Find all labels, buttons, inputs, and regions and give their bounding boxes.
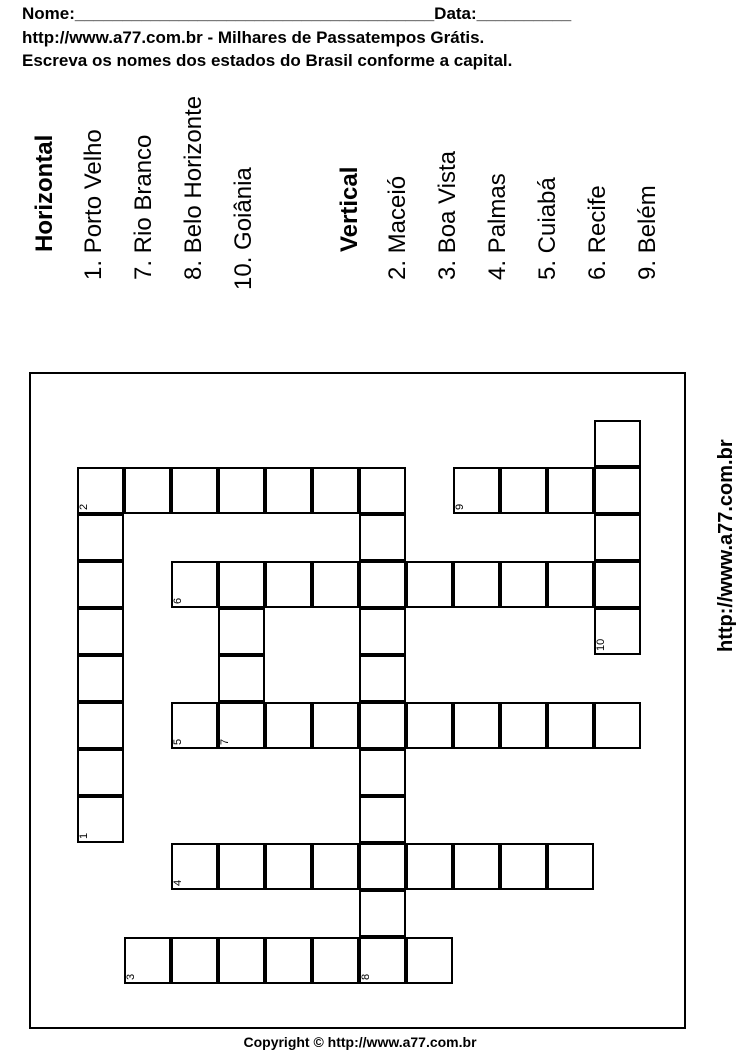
clue-horizontal-10: 10. Goiânia bbox=[230, 167, 257, 290]
site-tagline: http://www.a77.com.br - Milhares de Passatempos Grátis. bbox=[22, 28, 485, 47]
clue-number: 6 bbox=[172, 597, 184, 604]
crossword-cell[interactable] bbox=[218, 561, 265, 608]
crossword-cell[interactable] bbox=[218, 702, 265, 749]
name-date-line: Nome:______________________________________Data:__________ bbox=[22, 4, 572, 23]
crossword-cell[interactable] bbox=[406, 937, 453, 984]
copyright-footer: Copyright © http://www.a77.com.br bbox=[243, 1034, 477, 1050]
crossword-cell[interactable] bbox=[453, 467, 500, 514]
clue-number: 3 bbox=[125, 973, 137, 980]
crossword-cell[interactable] bbox=[594, 702, 641, 749]
crossword-cell[interactable] bbox=[359, 749, 406, 796]
crossword-cell[interactable] bbox=[77, 514, 124, 561]
crossword-cell[interactable] bbox=[359, 561, 406, 608]
clue-number: 2 bbox=[78, 503, 90, 510]
crossword-cell[interactable] bbox=[359, 937, 406, 984]
crossword-cell[interactable] bbox=[594, 561, 641, 608]
crossword-cell[interactable] bbox=[547, 467, 594, 514]
crossword-cell[interactable] bbox=[359, 796, 406, 843]
crossword-cell[interactable] bbox=[500, 561, 547, 608]
crossword-cell[interactable] bbox=[406, 702, 453, 749]
crossword-cell[interactable] bbox=[124, 937, 171, 984]
crossword-cell[interactable] bbox=[171, 467, 218, 514]
crossword-cell[interactable] bbox=[453, 561, 500, 608]
crossword-cell[interactable] bbox=[171, 561, 218, 608]
crossword-cell[interactable] bbox=[77, 608, 124, 655]
crossword-cell[interactable] bbox=[359, 514, 406, 561]
clue-vertical-6: 6. Recife bbox=[584, 185, 611, 280]
crossword-cell[interactable] bbox=[265, 843, 312, 890]
clue-number: 4 bbox=[172, 879, 184, 886]
crossword-cell[interactable] bbox=[265, 561, 312, 608]
crossword-cell[interactable] bbox=[500, 467, 547, 514]
clue-horizontal-7: 7. Rio Branco bbox=[130, 134, 157, 280]
crossword-cell[interactable] bbox=[77, 796, 124, 843]
crossword-cell[interactable] bbox=[77, 702, 124, 749]
crossword-cell[interactable] bbox=[406, 843, 453, 890]
crossword-cell[interactable] bbox=[312, 702, 359, 749]
crossword-board bbox=[29, 372, 686, 1029]
crossword-cell[interactable] bbox=[547, 561, 594, 608]
crossword-cell[interactable] bbox=[312, 561, 359, 608]
crossword-cell[interactable] bbox=[218, 655, 265, 702]
crossword-cell[interactable] bbox=[406, 561, 453, 608]
clue-number: 5 bbox=[172, 738, 184, 745]
instructions: Escreva os nomes dos estados do Brasil conforme a capital. bbox=[22, 51, 513, 70]
clue-vertical-3: 3. Boa Vista bbox=[434, 151, 461, 280]
clue-vertical-9: 9. Belém bbox=[634, 185, 661, 280]
crossword-cell[interactable] bbox=[77, 467, 124, 514]
crossword-cell[interactable] bbox=[547, 843, 594, 890]
crossword-cell[interactable] bbox=[218, 937, 265, 984]
crossword-cell[interactable] bbox=[594, 608, 641, 655]
clue-vertical-4: 4. Palmas bbox=[484, 173, 511, 280]
crossword-cell[interactable] bbox=[359, 702, 406, 749]
crossword-cell[interactable] bbox=[500, 843, 547, 890]
clue-number: 7 bbox=[219, 738, 231, 745]
crossword-cell[interactable] bbox=[265, 467, 312, 514]
crossword-cell[interactable] bbox=[359, 843, 406, 890]
clue-number: 9 bbox=[454, 503, 466, 510]
clue-vertical-5: 5. Cuiabá bbox=[534, 177, 561, 280]
crossword-cell[interactable] bbox=[218, 467, 265, 514]
crossword-cell[interactable] bbox=[594, 420, 641, 467]
crossword-cell[interactable] bbox=[453, 843, 500, 890]
crossword-cell[interactable] bbox=[359, 655, 406, 702]
crossword-cell[interactable] bbox=[547, 702, 594, 749]
crossword-cell[interactable] bbox=[218, 843, 265, 890]
crossword-cell[interactable] bbox=[359, 608, 406, 655]
clue-number: 1 bbox=[78, 832, 90, 839]
horizontal-title: Horizontal bbox=[31, 134, 58, 252]
vertical-title: Vertical bbox=[336, 166, 363, 252]
crossword-cell[interactable] bbox=[265, 702, 312, 749]
crossword-cell[interactable] bbox=[218, 608, 265, 655]
side-url: http://www.a77.com.br bbox=[715, 439, 737, 652]
crossword-cell[interactable] bbox=[312, 467, 359, 514]
clue-number: 10 bbox=[595, 638, 607, 651]
crossword-cell[interactable] bbox=[500, 702, 547, 749]
crossword-cell[interactable] bbox=[77, 655, 124, 702]
crossword-cell[interactable] bbox=[312, 843, 359, 890]
crossword-cell[interactable] bbox=[359, 467, 406, 514]
crossword-cell[interactable] bbox=[171, 937, 218, 984]
clue-horizontal-1: 1. Porto Velho bbox=[80, 129, 107, 280]
crossword-cell[interactable] bbox=[312, 937, 359, 984]
clue-number: 8 bbox=[360, 973, 372, 980]
crossword-cell[interactable] bbox=[265, 937, 312, 984]
crossword-cell[interactable] bbox=[77, 561, 124, 608]
crossword-cell[interactable] bbox=[453, 702, 500, 749]
crossword-cell[interactable] bbox=[171, 843, 218, 890]
crossword-cell[interactable] bbox=[594, 467, 641, 514]
clue-horizontal-8: 8. Belo Horizonte bbox=[180, 95, 207, 280]
crossword-cell[interactable] bbox=[359, 890, 406, 937]
crossword-cell[interactable] bbox=[77, 749, 124, 796]
clue-vertical-2: 2. Maceió bbox=[384, 175, 411, 280]
crossword-cell[interactable] bbox=[594, 514, 641, 561]
crossword-cell[interactable] bbox=[171, 702, 218, 749]
crossword-cell[interactable] bbox=[124, 467, 171, 514]
